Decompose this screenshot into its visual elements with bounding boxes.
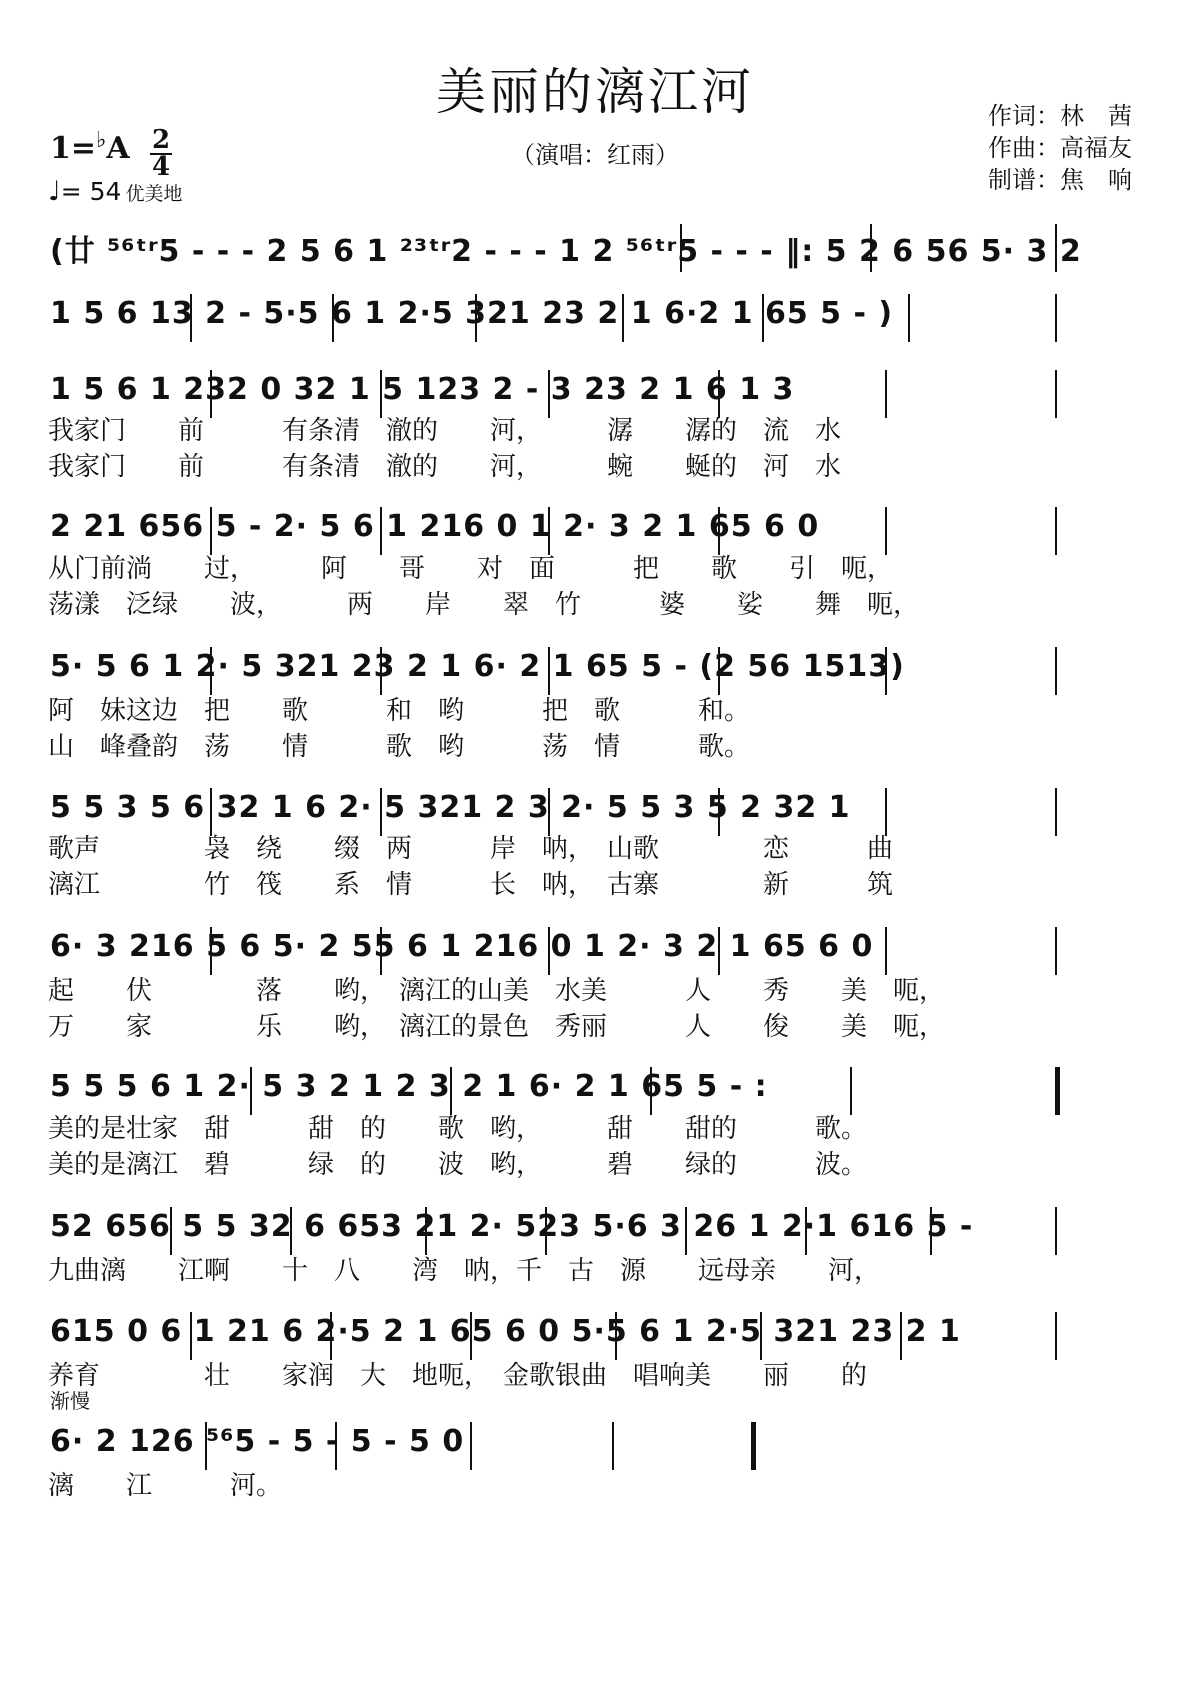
barline [548,927,550,975]
barline [190,294,192,342]
song-title: 美丽的漓江河 [436,63,754,121]
notation-line: 5 5 3 5 6 32 1 6 2· 5 321 2 3 2· 5 5 3 5 2 32 1 [50,790,851,825]
notation-line: (廿 ⁵⁶ᵗʳ5 - - - 2 5 6 1 ²³ᵗʳ2 - - - 1 2 ⁵⁶ᵗʳ5 - - - ‖: 5 2 6 56 5· 3 2 [50,234,1082,269]
barline [470,1422,472,1470]
barline [1055,1207,1057,1255]
notation-line: 5· 5 6 1 2· 5 321 23 2 1 6· 2 1 65 5 - (2 56 1513) [50,649,905,684]
expression-mark: 优美地 [125,183,183,205]
composer-credit: 作曲：高福友 [988,134,1132,162]
notation-line: 6· 3 216 5 6 5· 2 55 6 1 216 0 1 2· 3 2 1 65 6 0 [50,929,874,964]
time-numerator: 2 [151,125,171,155]
lyric-verse-1: 起 伏 落 哟， 漓江的山美 水美 人 秀 美 呃， [48,976,946,1006]
key-signature [50,128,130,166]
lyric-verse-2: 山 峰叠韵 荡 情 歌 哟 荡 情 歌。 [48,732,751,762]
arranger-credit: 制谱：焦 响 [988,166,1132,194]
lyric-verse-1: 我家门 前 有条清 澈的 河， 潺 潺的 流 水 [48,416,842,446]
tempo-mark [48,176,182,207]
staff-system-1 [40,212,1150,282]
final-barline [751,1422,756,1470]
barline [885,927,887,975]
lyric-verse-2: 万 家 乐 哟， 漓江的景色 秀丽 人 俊 美 呃， [48,1012,946,1042]
barline [885,647,887,695]
barline [930,1207,932,1255]
key-note: A [106,131,130,166]
ritardando-mark: 渐慢 [50,1389,90,1413]
barline [718,647,720,695]
barline [210,647,212,695]
notation-line: 615 0 6 1 21 6 2·5 2 1 65 6 0 5·5 6 1 2·5 321 23 2 1 [50,1314,961,1349]
lyric-line: 漓 江 河。 [48,1471,283,1501]
barline [330,1312,332,1360]
lyricist-credit: 作词：林 茜 [988,102,1132,130]
barline [612,1422,614,1470]
quarter-note-icon: ♩ [48,176,61,207]
barline [548,647,550,695]
notation-line: 52 656 5 5 32 6 653 21 2· 523 5·6 3 26 1 2·1 616 5 - [50,1209,974,1244]
lyric-verse-2: 荡漾 泛绿 波， 两 岸 翠 竹 婆 娑 舞 呃， [48,590,920,620]
notation-line: 1 5 6 13 2 - 5·5 6 1 2·5 321 23 2 1 6·2 1 65 5 - ) [50,296,894,331]
time-denominator: 4 [151,152,171,182]
barline [170,1207,172,1255]
barline [1055,927,1057,975]
time-signature [150,125,172,182]
barline [335,1422,337,1470]
notation-line: 1 5 6 1 232 0 32 1 5 123 2 - 3 23 2 1 6 1 3 [50,372,795,407]
lyric-verse-1: 从门前淌 过， 阿 哥 对 面 把 歌 引 呃， [48,554,894,584]
barline [718,927,720,975]
flat-sign: ♭ [96,128,107,153]
lyric-verse-1: 阿 妹这边 把 歌 和 哟 把 歌 和。 [48,696,751,726]
barline [1055,294,1057,342]
notation-line: 5 5 5 6 1 2· 5 3 2 1 2 3 2 1 6· 2 1 65 5 - : [50,1069,768,1104]
barline [760,1312,762,1360]
barline [900,1312,902,1360]
notation-line: 6· 2 126 ⁵⁶5 - 5 - 5 - 5 0 [50,1424,465,1459]
notation-line: 2 21 656 5 - 2· 5 6 1 216 0 1 2· 3 2 1 65 6 0 [50,509,820,544]
barline [470,1312,472,1360]
lyric-verse-1: 美的是壮家 甜 甜 的 歌 哟， 甜 甜的 歌。 [48,1114,868,1144]
barline [205,1422,207,1470]
barline [1055,224,1057,272]
lyric-verse-2: 我家门 前 有条清 澈的 河， 蜿 蜒的 河 水 [48,452,842,482]
lyric-line: 养育 壮 家润 大 地呃， 金歌银曲 唱响美 丽 的 [48,1361,868,1391]
barline [190,1312,192,1360]
barline [380,647,382,695]
lyric-line: 九曲漓 江啊 十 八 湾 呐，千 古 源 远母亲 河， [48,1256,881,1286]
tempo-value: = 54 [60,177,122,206]
singer-credit: （演唱：红雨） [511,141,679,169]
barline [615,1312,617,1360]
barline [210,927,212,975]
barline [475,294,477,342]
lyric-verse-2: 漓江 竹 筏 系 情 长 呐， 古寨 新 筑 [48,870,894,900]
barline [332,294,334,342]
lyric-verse-2: 美的是漓江 碧 绿 的 波 哟， 碧 绿的 波。 [48,1150,868,1180]
barline [545,1207,547,1255]
barline [908,294,910,342]
barline [1055,647,1057,695]
barline [805,1207,807,1255]
barline [870,224,872,272]
barline [1055,1312,1057,1360]
barline [290,1207,292,1255]
barline [685,1207,687,1255]
barline [380,927,382,975]
repeat-start-barline [680,224,682,272]
barline [762,294,764,342]
barline [622,294,624,342]
staff-system-2 [40,282,1150,352]
lyric-verse-1: 歌声 袅 绕 缀 两 岸 呐， 山歌 恋 曲 [48,834,894,864]
barline [425,1207,427,1255]
key-label: 1= [50,131,97,166]
